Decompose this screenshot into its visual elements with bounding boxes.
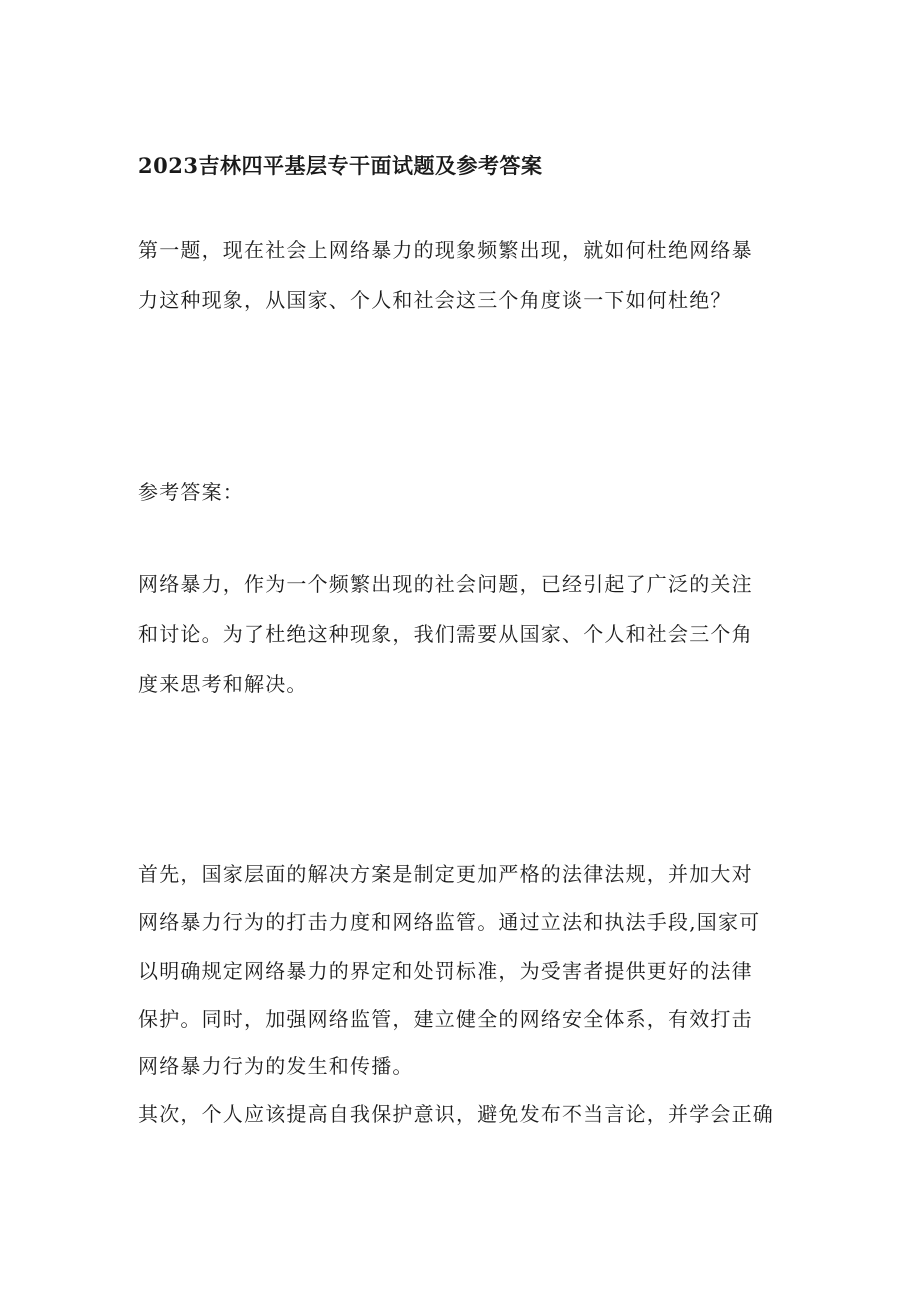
intro-line-3: 度来思考和解决。 bbox=[138, 672, 308, 696]
question-line-1: 第一题，现在社会上网络暴力的现象频繁出现，就如何杜绝网络暴 bbox=[138, 238, 753, 262]
answer-heading: 参考答案： bbox=[138, 480, 244, 504]
point1-line-5: 网络暴力行为的发生和传播。 bbox=[138, 1054, 414, 1078]
document-title: 2023吉林四平基层专干面试题及参考答案 bbox=[138, 153, 543, 178]
point1-line-3: 以明确规定网络暴力的界定和处罚标准，为受害者提供更好的法律 bbox=[138, 959, 753, 983]
question-line-2: 力这种现象，从国家、个人和社会这三个角度谈一下如何杜绝？ bbox=[138, 288, 732, 312]
point1-line-2: 网络暴力行为的打击力度和网络监管。通过立法和执法手段,国家可 bbox=[138, 910, 761, 934]
intro-line-1: 网络暴力，作为一个频繁出现的社会问题，已经引起了广泛的关注 bbox=[138, 572, 753, 596]
intro-line-2: 和讨论。为了杜绝这种现象，我们需要从国家、个人和社会三个角 bbox=[138, 622, 753, 646]
point1-line-1: 首先，国家层面的解决方案是制定更加严格的法律法规，并加大对 bbox=[138, 862, 753, 886]
point2-line-1: 其次，个人应该提高自我保护意识，避免发布不当言论，并学会正确 bbox=[138, 1102, 774, 1126]
point1-line-4: 保护。同时，加强网络监管，建立健全的网络安全体系，有效打击 bbox=[138, 1007, 753, 1031]
